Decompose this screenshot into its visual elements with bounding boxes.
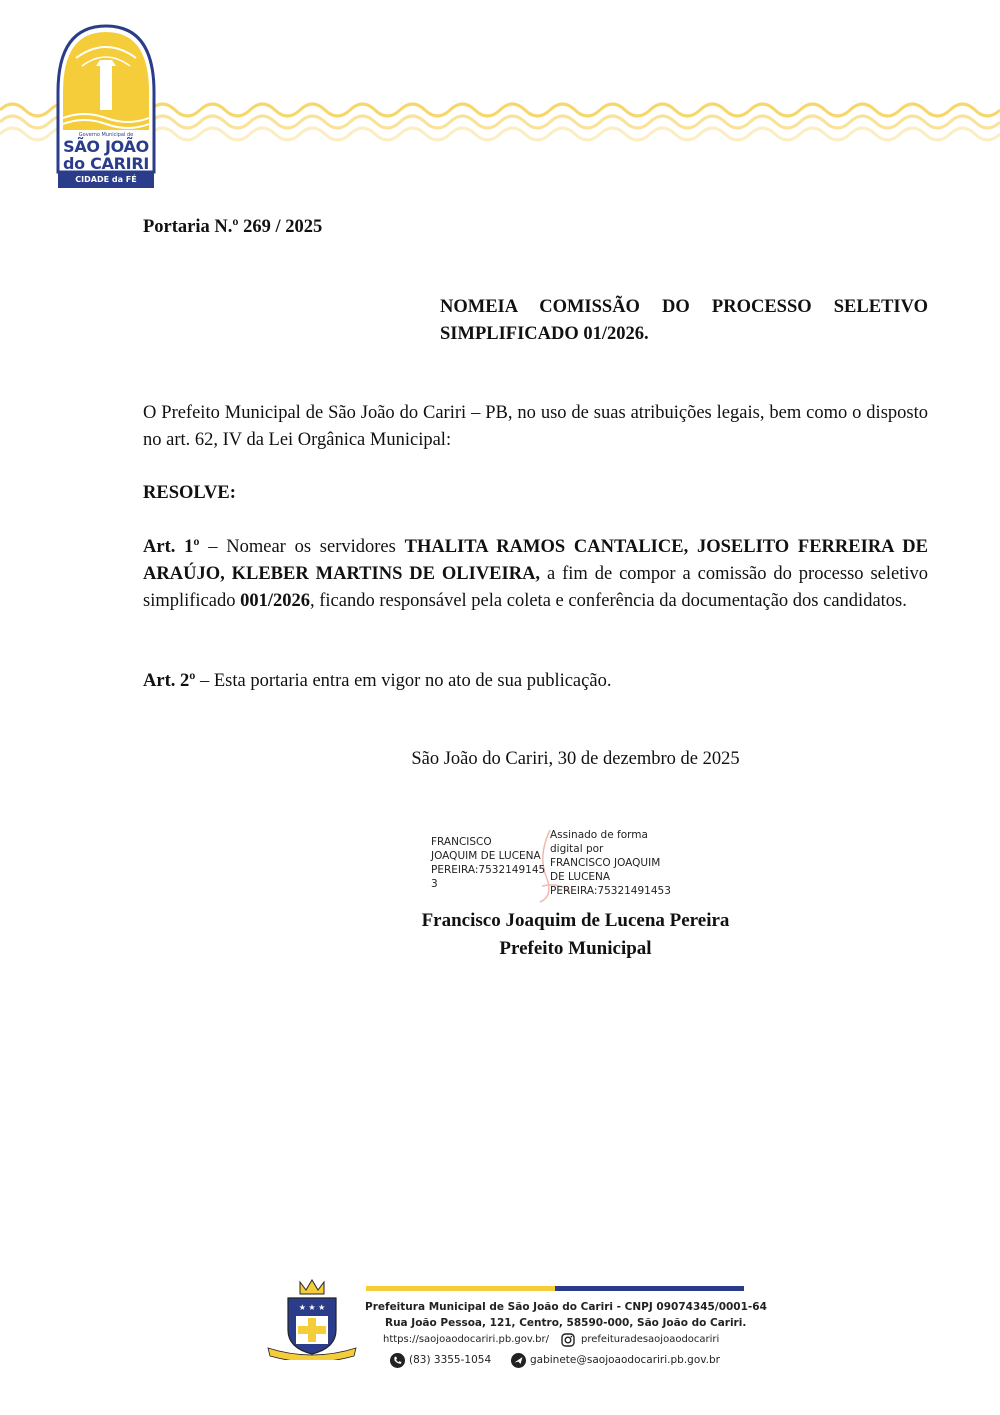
date-line: São João do Cariri, 30 de dezembro de 2025 bbox=[411, 749, 740, 769]
footer-website-link[interactable]: https://saojoaodocariri.pb.gov.br/ bbox=[383, 1334, 549, 1345]
resolve-heading: RESOLVE: bbox=[143, 483, 236, 503]
article-2-label: Art. 2º bbox=[143, 671, 196, 691]
email-icon bbox=[511, 1353, 526, 1368]
signature-left-line: 3 bbox=[431, 878, 438, 890]
article-1-names: THALITA RAMOS CANTALICE, JOSELITO FERREIRA DE ARAÚJO, KLEBER MARTINS DE OLIVEIRA, bbox=[143, 537, 928, 584]
article-2 bbox=[143, 668, 928, 695]
logo-city-line2: do CARIRI bbox=[63, 154, 149, 173]
article-1-number: 001/2026 bbox=[240, 591, 310, 611]
instagram-icon bbox=[561, 1333, 575, 1347]
digital-signature-name-block bbox=[431, 835, 549, 891]
logo-tagline: CIDADE da FÉ bbox=[75, 175, 137, 184]
signer-block bbox=[143, 907, 928, 963]
signature-right-line: PEREIRA:75321491453 bbox=[550, 885, 671, 897]
signature-left-line: FRANCISCO bbox=[431, 836, 492, 848]
logo-city-line1: SÃO JOÃO bbox=[63, 137, 149, 156]
signer-role: Prefeito Municipal bbox=[499, 938, 652, 959]
footer-color-bar bbox=[366, 1286, 744, 1291]
footer-entity-line: Prefeitura Municipal de São João do Cariri - CNPJ 09074345/0001-64 bbox=[365, 1301, 767, 1313]
article-1-label: Art. 1º bbox=[143, 537, 200, 557]
signature-right-line: Assinado de forma bbox=[550, 829, 648, 841]
footer-instagram-link[interactable]: prefeituradesaojoaodocariri bbox=[581, 1334, 720, 1345]
article-1-text-c: , ficando responsável pela coleta e conferência da documentação dos candidatos. bbox=[310, 591, 907, 611]
logo-gov-label: Governo Municipal de bbox=[78, 132, 134, 138]
signature-right-line: DE LUCENA bbox=[550, 871, 611, 883]
phone-icon bbox=[390, 1353, 405, 1368]
article-2-text: – Esta portaria entra em vigor no ato de sua publicação. bbox=[195, 671, 612, 691]
footer-phone: (83) 3355-1054 bbox=[409, 1354, 492, 1366]
footer-address-line: Rua João Pessoa, 121, Centro, 58590-000, São João do Cariri. bbox=[385, 1317, 747, 1329]
article-1 bbox=[143, 534, 928, 615]
footer-email-link[interactable]: gabinete@saojoaodocariri.pb.gov.br bbox=[530, 1354, 720, 1366]
signature-left-line: PEREIRA:7532149145 bbox=[431, 864, 546, 876]
svg-text:★ ★ ★: ★ ★ ★ bbox=[298, 1303, 326, 1312]
article-1-text-a: – Nomear os servidores bbox=[199, 537, 405, 557]
signature-right-line: digital por bbox=[550, 843, 604, 855]
document-title: Portaria N.º 269 / 2025 bbox=[143, 217, 323, 237]
article-1-text-b: a fim de compor a comissão do processo seletivo simplificado bbox=[143, 564, 928, 611]
signer-name: Francisco Joaquim de Lucena Pereira bbox=[421, 910, 730, 931]
digital-signature-info-block bbox=[550, 828, 675, 898]
signature-left-line: JOAQUIM DE LUCENA bbox=[431, 850, 541, 862]
signature-right-line: FRANCISCO JOAQUIM bbox=[550, 857, 661, 869]
document-ementa: NOMEIA COMISSÃO DO PROCESSO SELETIVO SIMPLIFICADO 01/2026. bbox=[440, 297, 928, 344]
municipal-coat-of-arms-icon bbox=[266, 1278, 358, 1360]
document-preamble: O Prefeito Municipal de São João do Cariri – PB, no uso de suas atribuições legais, bem como o disposto no art. 62, IV da Lei Orgânica Municipal: bbox=[143, 403, 928, 450]
